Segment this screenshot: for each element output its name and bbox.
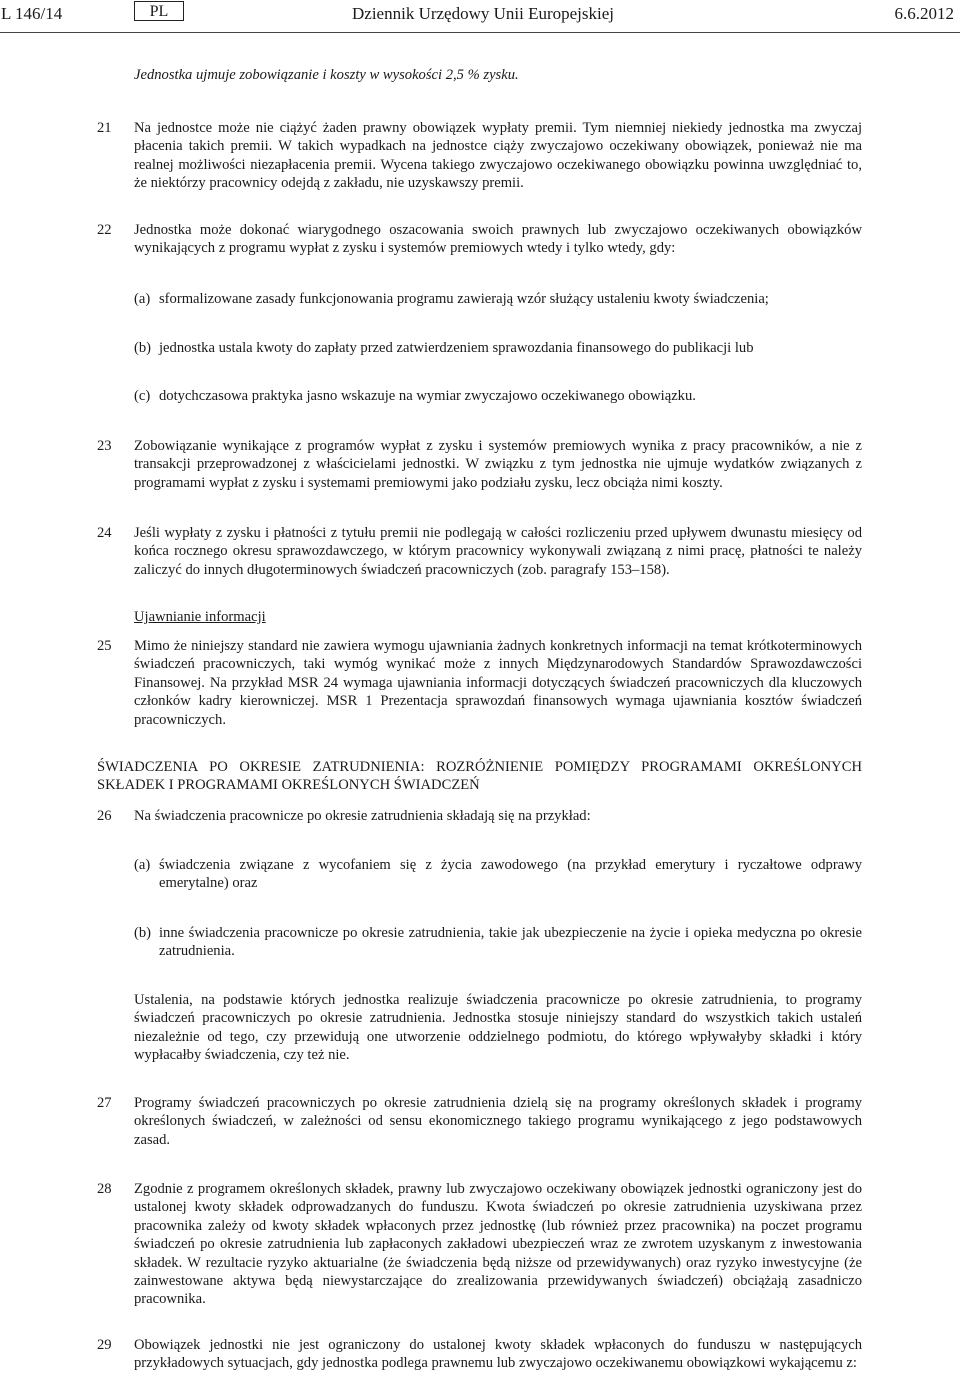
intro-text: Jednostka ujmuje zobowiązanie i koszty w wysokości 2,5 % zysku. [134, 67, 519, 83]
language-badge: PL [134, 1, 184, 21]
paragraph-number: 24 [97, 525, 112, 541]
paragraph-text: Na świadczenia pracownicze po okresie zatrudnienia składają się na przykład: [134, 808, 591, 824]
paragraph-text: Zobowiązanie wynikające z programów wypłat z zysku i systemów premiowych wynika z pracy pracowników, a nie z transakcji przeprowadzonej z właścicielami jednostki. W związku z tym jednostka nie ujmuje wydatków związanych z programami wypłat z zysku i systemami premiowymi jako podziału zysku, lecz obciąża nimi koszty. [134, 438, 862, 491]
section-heading: ŚWIADCZENIA PO OKRESIE ZATRUDNIENIA: ROZRÓŻNIENIE POMIĘDZY PROGRAMAMI OKREŚLONYCH SKŁADEK I PROGRAMAMI OKREŚLONYCH ŚWIADCZEŃ [97, 759, 862, 794]
list-item-label: (c) [134, 388, 151, 404]
paragraph-number: 26 [97, 808, 112, 824]
list-item-label: (b) [134, 340, 152, 356]
paragraph-number: 28 [97, 1181, 112, 1197]
paragraph-text: Programy świadczeń pracowniczych po okresie zatrudnienia dzielą się na programy określonych składek i programy określonych świadczeń, w zależności od sensu ekonomicznego takiego programu wynikającego z jego podstawowych zasad. [134, 1095, 862, 1148]
paragraph-number: 22 [97, 222, 112, 238]
paragraph-number: 23 [97, 438, 112, 454]
list-item-text: jednostka ustala kwoty do zapłaty przed zatwierdzeniem sprawozdania finansowego do publikacji lub [159, 340, 754, 356]
list-item-text: sformalizowane zasady funkcjonowania programu zawierają wzór służący ustaleniu kwoty świadczenia; [159, 291, 769, 307]
list-item-text: dotychczasowa praktyka jasno wskazuje na wymiar zwyczajowo oczekiwanego obowiązku. [159, 388, 696, 404]
list-item-label: (b) [134, 925, 152, 941]
header-rule [0, 32, 960, 33]
paragraph-text: Obowiązek jednostki nie jest ograniczony do ustalonej kwoty składek wpłaconych do funduszu w następujących przykładowych sytuacjach, gdy jednostka podlega prawnemu lub zwyczajowo oczekiwanemu obowiązkowi wykającemu z: [134, 1337, 862, 1372]
journal-title: Dziennik Urzędowy Unii Europejskiej [352, 4, 615, 23]
list-item-text: inne świadczenia pracownicze po okresie zatrudnienia, takie jak ubezpieczenie na życie i opieka medyczna po okresie zatrudnienia. [159, 925, 862, 960]
paragraph-text: Jeśli wypłaty z zysku i płatności z tytułu premii nie podlegają w całości rozliczeniu przed upływem dwunastu miesięcy od końca rocznego okresu sprawozdawczego, w którym pracownicy wykonywali związaną z nimi pracę, płatności te należy zaliczyć do innych długoterminowych świadczeń pracowniczych (zob. paragrafy 153–158). [134, 525, 862, 578]
paragraph-number: 25 [97, 638, 112, 654]
paragraph-number: 27 [97, 1095, 112, 1111]
publication-date: 6.6.2012 [894, 4, 954, 23]
page-reference: L 146/14 [1, 4, 63, 23]
paragraph-number: 21 [97, 120, 112, 136]
page-header [0, 0, 960, 30]
paragraph-text: Na jednostce może nie ciążyć żaden prawny obowiązek wypłaty premii. Tym niemniej niekiedy jednostka ma zwyczaj płacenia takich premii. W takich wypadkach na jednostce ciąży zwyczajowo oczekiwany obowiązek, ponieważ nie ma realnej możliwości niezapłacenia premii. Wycena takiego zwyczajowo oczekiwanego obowiązku powinna uwzględniać to, że niektórzy pracownicy odejdą z zakładu, nie uzyskawszy premii. [134, 120, 862, 192]
paragraph-number: 29 [97, 1337, 112, 1353]
paragraph-text: Zgodnie z programem określonych składek, prawny lub zwyczajowo oczekiwany obowiązek jednostki ograniczony jest do ustalonej kwoty składek odprowadzanych do funduszu. Kwota świadczeń po okresie zatrudnienia uzyskiwana przez pracownika zależy od kwoty składek wpłaconych przez jednostkę (lub również przez pracownika) na poczet programu świadczeń po okresie zatrudnienia lub zapłaconych zakładowi ubezpieczeń wraz ze zwrotem uzyskanym z inwestowania składek. W rezultacie ryzyko aktuarialne (że świadczenia będą niższe od przewidywanych) oraz ryzyko inwestycyjne (że zainwestowane aktywa będą niewystarczające do zrealizowania przewidywanych świadczeń) obciążają zasadniczo pracownika. [134, 1181, 862, 1308]
list-item-label: (a) [134, 857, 151, 873]
list-item-text: świadczenia związane z wycofaniem się z życia zawodowego (na przykład emerytury i ryczałtowe odprawy emerytalne) oraz [159, 857, 862, 892]
paragraph-text: Ustalenia, na podstawie których jednostka realizuje świadczenia pracownicze po okresie zatrudnienia, to programy świadczeń pracowniczych po okresie zatrudnienia. Jednostka stosuje niniejszy standard do wszystkich takich ustaleń niezależnie od tego, czy przewidują one utworzenie oddzielnego podmiotu, do którego wpływałyby składki i który wypłacałby świadczenia, czy też nie. [134, 992, 862, 1064]
section-subheading: Ujawnianie informacji [134, 609, 266, 625]
list-item-label: (a) [134, 291, 151, 307]
paragraph-text: Jednostka może dokonać wiarygodnego oszacowania swoich prawnych lub zwyczajowo oczekiwanych obowiązków wynikających z programu wypłat z zysku i systemów premiowych wtedy i tylko wtedy, gdy: [134, 222, 862, 257]
paragraph-text: Mimo że niniejszy standard nie zawiera wymogu ujawniania żadnych konkretnych informacji na temat krótkoterminowych świadczeń pracowniczych, taki wymóg wynikać może z innych Międzynarodowych Standardów Sprawozdawczości Finansowej. Na przykład MSR 24 wymaga ujawniania informacji dotyczących świadczeń pracowniczych dla kluczowych członków kadry kierowniczej. MSR 1 Prezentacja sprawozdań finansowych wymaga ujawniania kosztów świadczeń pracowniczych. [134, 638, 862, 728]
